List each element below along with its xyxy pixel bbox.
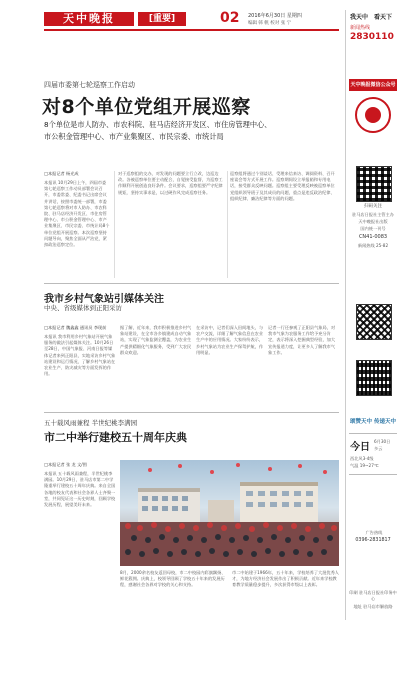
ad-phone: 0396-2831817: [355, 538, 391, 543]
cn-code-value: CN41-0083: [358, 234, 388, 240]
qr-code[interactable]: [356, 304, 392, 340]
issue-date: 2016年6月30日 星期四: [248, 13, 302, 19]
qr-caption-1: 驻马店日报社主管主办: [352, 212, 394, 217]
weather-wind: 西北风3-4级: [350, 456, 374, 461]
story2-col3: 在采访中，记者们深入田间地头，与农户交流，详细了解气象信息在农业生产中的应用情况。大家纷纷表示，乡村气象站为农业生产保驾护航，作用明显。: [196, 325, 264, 355]
story1-subhead-2: 市公积金管理中心、市产业集聚区、市民宗委、市统计局: [44, 132, 224, 141]
story3-kicker: 五十载风雨兼程 半世纪桃李满园: [44, 419, 138, 427]
qr-code[interactable]: [356, 360, 392, 396]
red-circle-logo: [355, 97, 391, 133]
masthead-rule: [44, 29, 339, 31]
column-divider: [114, 171, 115, 278]
photo-scene: [120, 460, 339, 566]
sidebar-label-1: 我天中: [350, 14, 369, 21]
story1-col1: 本报讯 10月29日上午，四届市委第七轮巡察工作动员部署会议召开，市委常委、纪委书记出席会议并讲话，按照市委统一部署，市委第七轮巡察将对市人防办、市农科院、驻马店经济开发区、市住房管理中心、市公积金管理中心、市产业集聚区、市民宗委、市统计局8个单位党组开展巡察。本次巡察坚持问题导向，聚焦全面从严治党，紧扣政治巡察定位。: [44, 180, 110, 248]
story1-byline: □本报记者 杨光成: [44, 171, 79, 176]
story1-col3: 巡察组将通过个别谈话、受理来信来访、调阅资料、召开座谈会等方式开展工作。巡察期间设立举报箱和专用电话，接受群众反映问题。巡察组主要受理反映被巡察单位党组织领导班子及其成员的问题，重点是违反政治纪律、组织纪律、廉洁纪律等方面的问题。: [230, 171, 335, 201]
story2-col1: 本报讯 我市利用乡村气象站开展气象服务的做法引起媒体关注。10月26日至28日，中国气象报、河南日报等媒体记者来到正阳县，实地采访乡村气象站建设和运行情况，了解乡村气象站在农业生产、防灾减灾等方面发挥的作用。: [44, 334, 116, 377]
weather-temp: 气温 19~27℃: [350, 463, 379, 468]
qr-label: 扫码关注: [364, 204, 382, 209]
sidebar-tel: 新闻热线 25-82: [357, 243, 389, 248]
sidebar-label-2: 看天下: [374, 14, 393, 21]
weather-title: 今日: [350, 442, 370, 453]
sidebar-divider: [345, 10, 346, 620]
story1-col2: 对于巡察组的交办，对发现的问题要立行立改，边巡边改。各被巡察单位要主动配合，自觉接受监督，为巡察工作顺利开展创造良好条件。会议要求，巡察组要严守纪律规矩，坚持实事求是，以过硬作风完成巡察任务。: [118, 171, 223, 195]
story3-headline: 市二中举行建校五十周年庆典: [44, 431, 187, 444]
address-info: 地址 驻马店市解放路: [353, 604, 393, 609]
story1-kicker: 四届市委第七轮巡察工作启动: [44, 81, 135, 89]
column-divider: [227, 171, 228, 278]
section-divider: [44, 412, 339, 413]
sidebar-divider: [349, 474, 397, 475]
page-number: 02: [220, 10, 240, 26]
story2-col4: 记者一行还参观了正阳县气象局，对我市气象为农服务工作给予充分肯定，表示将深入挖掘典型经验，加大宣传报道力度，让更多人了解我市气象工作。: [268, 325, 336, 355]
story1-subhead-1: 8个单位是市人防办、市农科院、驻马店经济开发区、市住房管理中心、: [44, 120, 272, 129]
print-info: 印刷 驻马店日报社印务中心: [349, 590, 397, 602]
story3-col3: 市二中始建于1966年，五十年来，学校培养了大批优秀人才，为地方经济社会发展作出了积极贡献。近年来学校教育教学质量稳步提升，多次获得市级以上表彰。: [232, 570, 339, 588]
hotline-label: 新闻热线: [350, 25, 371, 31]
hotline-number: 2830110: [350, 32, 394, 42]
masthead-logo: 天中晚报: [44, 12, 134, 26]
story2-col2: 据了解，近年来，我市积极推进乡村气象站建设，在全市各乡镇建成自动气象站，实现了气象监测全覆盖，为农业生产提供精细化气象服务，受到广大农民群众欢迎。: [120, 325, 192, 355]
section-divider: [44, 283, 339, 284]
cn-code-label: 国内统一刊号: [360, 226, 386, 231]
section-tag: [重要]: [138, 12, 186, 26]
qr-code[interactable]: [356, 166, 392, 202]
story1-headline: 对8个单位党组开展巡察: [42, 96, 251, 118]
celebration-photo: [120, 460, 339, 566]
logo-inner: [365, 107, 381, 123]
ad-title: 广告热线: [365, 530, 383, 535]
story3-col1: 本报讯 五十载风雨兼程，半世纪桃李满园。10月29日，驻马店市第二中学隆重举行建校五十周年庆典。来自全国各地的校友代表和社会各界人士齐聚一堂，共同见证这一历史时刻，回顾学校发展历程，展望美好未来。: [44, 471, 116, 508]
story2-byline: □本报记者 魏鑫鑫 通讯员 李现前: [44, 325, 107, 330]
sidebar-header: [350, 10, 396, 70]
weather-date: 6月30日: [374, 439, 391, 444]
story3-byline: □本报记者 张 龙 文/图: [44, 462, 87, 467]
slogan: 颂赞天中 传递天中: [350, 419, 396, 425]
masthead: [44, 10, 339, 32]
story2-subhead: 中央、省级媒体到正阳采访: [44, 304, 122, 312]
story3-col2: 8月，2000余名校友返回母校，市二中校园内彩旗飘扬、鲜花簇拥。庆典上，校领导回顾了学校五十年来的发展历程，感谢社会各界对学校的关心和支持。: [120, 570, 226, 588]
weather-condition: 多云: [374, 446, 383, 451]
editor-line: 编辑 韩 帆 校对 张 宁: [248, 21, 292, 26]
sidebar-divider: [349, 433, 397, 434]
qr-caption-2: 天中晚报社出版: [358, 219, 388, 224]
story2-headline: 我市乡村气象站引媒体关注: [44, 294, 164, 305]
sidebar-banner: 天中晚报微信公众号: [349, 79, 397, 91]
